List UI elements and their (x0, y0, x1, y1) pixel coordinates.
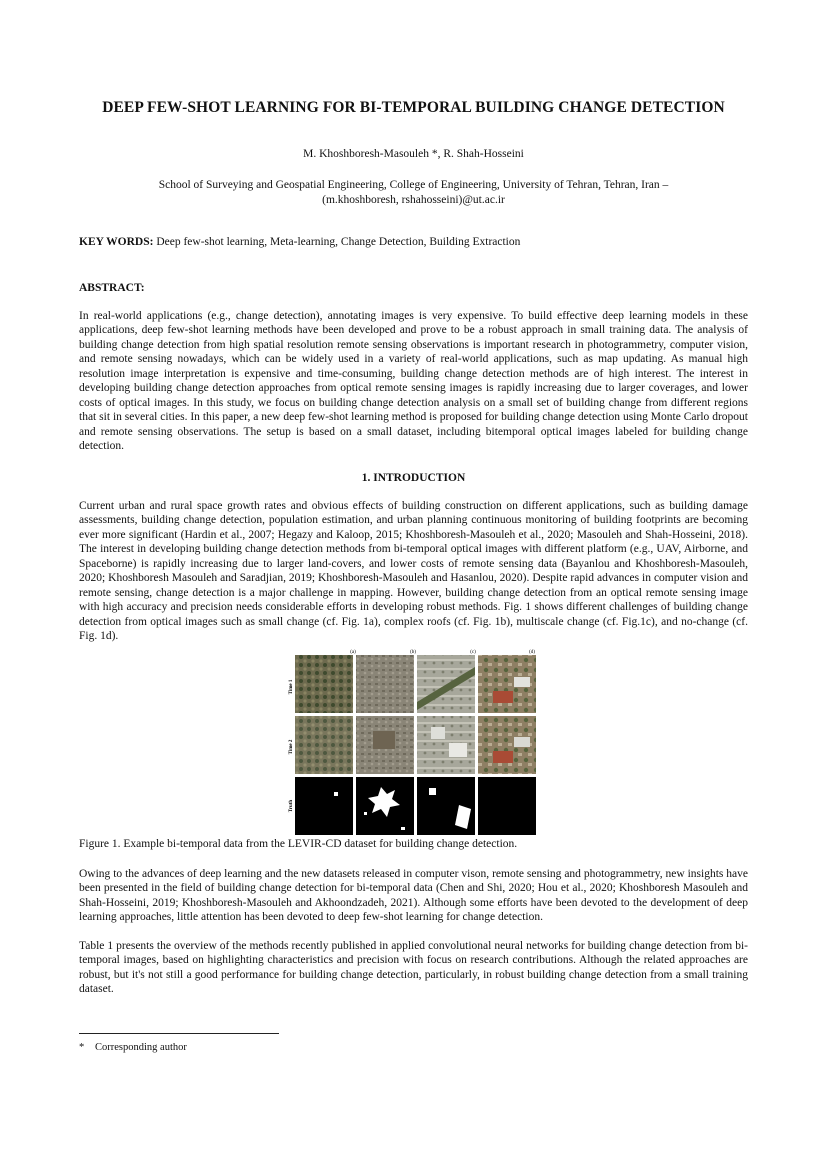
truth-mask-c (417, 777, 475, 835)
figure-row-label-time2: Time 2 (289, 739, 294, 755)
footnote (79, 1042, 187, 1053)
truth-mask-a (295, 777, 353, 835)
affiliation (110, 178, 717, 207)
figure-col-label-b: (b) (410, 650, 416, 655)
image-time2-b (356, 716, 414, 774)
image-time1-b (356, 655, 414, 713)
authors: M. Khoshboresh-Masouleh *, R. Shah-Hosseini (303, 148, 524, 160)
image-time1-d (478, 655, 536, 713)
figure-col-label-d: (d) (529, 650, 535, 655)
image-time2-c (417, 716, 475, 774)
truth-mask-d (478, 777, 536, 835)
paper-title: DEEP FEW-SHOT LEARNING FOR BI-TEMPORAL BUILDING CHANGE DETECTION (102, 99, 725, 116)
figure-row-label-time1: Time 1 (289, 679, 294, 695)
keywords (79, 236, 759, 248)
truth-mask-b (356, 777, 414, 835)
affiliation-line-1: School of Surveying and Geospatial Engineering, College of Engineering, University of Tehran, Tehran, Iran – (158, 179, 669, 191)
intro-paragraph-1: Current urban and rural space growth rates and obvious effects of building construction on different applications, such as building damage assessments, building change detection, population estimation, and urban planning continuous monitoring of building footprints are becoming ever more significant (Hardin et al., 2007; Hegazy and Kaloop, 2015; Khoshboresh-Masouleh et al., 2020; Masouleh and Shah-Hosseini, 2018). The interest in developing building change detection methods from bi-temporal optical images with different platform (e.g., UAV, Airborne, and Spaceborne) is rapidly increasing due to larger land-covers, and lower costs of remote sensing data (Bayanlou and Khoshboresh-Masouleh, 2020; Khoshboresh Masouleh and Saradjian, 2019; Khoshboresh-Masouleh and Hasanlou, 2020). Despite rapid advances in computer vision and remote sensing, change detection is a major challenge in mapping. However, building change detection from an optical remote sensing image with high accuracy and precision needs considerable efforts in developing robust methods. Fig. 1 shows different challenges of building change detection from optical images such as small change (cf. Fig. 1a), complex roofs (cf. Fig. 1b), multiscale change (cf. Fig.1c), and no-change (cf. Fig. 1d). (79, 500, 748, 643)
keywords-list: Deep few-shot learning, Meta-learning, Change Detection, Building Extraction (153, 236, 521, 248)
image-time1-c (417, 655, 475, 713)
figure-col-label-c: (c) (470, 650, 476, 655)
keywords-label: KEY WORDS: (79, 236, 154, 248)
footnote-mark: * (79, 1042, 85, 1053)
figure-col-label-a: (a) (350, 650, 356, 655)
image-time2-d (478, 716, 536, 774)
affiliation-line-2: (m.khoshboresh, rshahosseini)@ut.ac.ir (322, 193, 505, 206)
footnote-divider (79, 1033, 279, 1034)
figure-row-label-truth: Truth (289, 799, 294, 813)
figure-1 (283, 647, 545, 835)
intro-paragraph-2: Owing to the advances of deep learning and the new datasets released in computer vison, remote sensing and photogrammetry, new insights have been presented in the field of building change detection for bi-temporal data (Chen and Shi, 2020; Hou et al., 2020; Khoshboresh Masouleh and Shah-Hosseini, 2019; Khoshboresh-Masouleh and Akhoondzadeh, 2021). Although some efforts have been devoted to the development of deep learning approaches, little attention has been devoted to deep few-shot learning for change detection. (79, 868, 748, 924)
image-time2-a (295, 716, 353, 774)
abstract-heading: ABSTRACT: (79, 282, 145, 294)
image-time1-a (295, 655, 353, 713)
intro-paragraph-3: Table 1 presents the overview of the methods recently published in applied convolutional neural networks for building change detection from bi-temporal images, based on highlighting characteristics and precision with focus on research contributions. Although the related approaches are robust, but it's not still a good performance for building change detection, particularly, in robust building change detection from a small training dataset. (79, 940, 748, 996)
section-heading-introduction: 1. INTRODUCTION (361, 472, 466, 484)
abstract-body: In real-world applications (e.g., change detection), annotating images is very expensive. To build effective deep learning models in these applications, deep few-shot learning methods have been developed and prove to be a robust approach in small training data. The analysis of building change detection from high spatial resolution remote sensing observations is important research in photogrammetry, computer vision, and remote sensing nowadays, which can be widely used in a variety of real-world applications, such as map updating. As manual high resolution image interpretation is expensive and time-consuming, building change detection methods are of high interest. The interest in developing building change detection approaches from optical remote sensing images is rapidly increasing due to larger coverages, and lower costs of optical images. In this study, we focus on building change detection analysis on a small set of building change from different regions that sit in several cities. In this paper, a new deep few-shot learning method is proposed for building change detection using Monte Carlo dropout and remote sensing observations. The setup is based on a small dataset, including bitemporal optical images labeled for building change detection. (79, 310, 748, 453)
figure-caption: Figure 1. Example bi-temporal data from the LEVIR-CD dataset for building change detection. (79, 838, 518, 850)
footnote-text: Corresponding author (95, 1042, 187, 1053)
